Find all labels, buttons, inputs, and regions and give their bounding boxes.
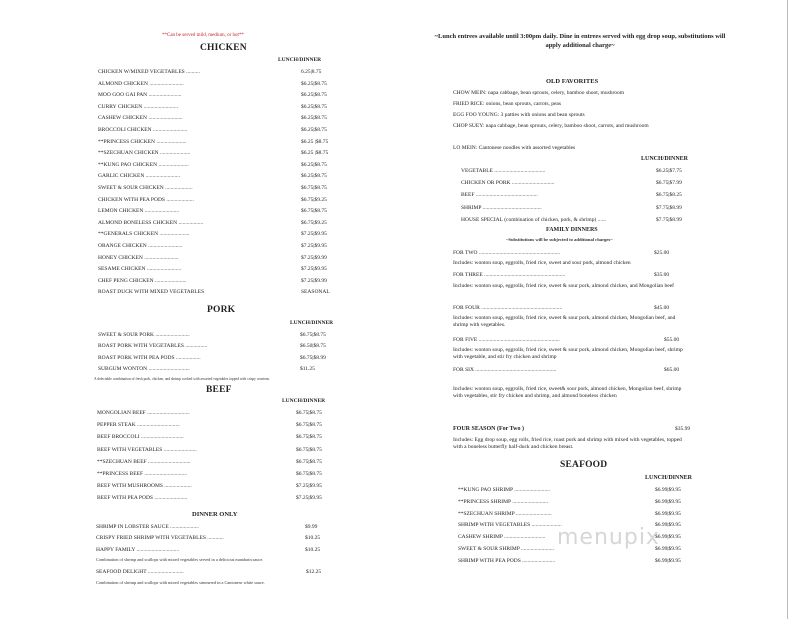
chicken-title: CHICKEN <box>200 43 247 53</box>
menu-item-name: CHICKEN WITH PEA PODS .................... <box>98 196 194 203</box>
menu-item-price: $6.99|$9.95 <box>655 546 681 552</box>
menu-item-price: 6.25|8.75 <box>301 69 322 75</box>
menu-item-price: $6.25|$8.75 <box>301 80 327 87</box>
menu-item-price: $7.75|$8.99 <box>656 204 682 211</box>
menu-item-price: $6.25|$8.75 <box>301 173 327 180</box>
menu-item-price: $6.25 |$8.75 <box>301 150 329 157</box>
menu-item-price: $11.25 <box>300 365 315 372</box>
menu-item-price: $6.25|$8.75 <box>301 103 327 110</box>
menu-item-name: **KUNG PAO CHICKEN ...................... <box>98 161 189 168</box>
menu-item-price: $7.25|$9.95 <box>301 243 327 249</box>
menu-item-name: ROAST PORK WITH PEA PODS .................. <box>98 354 201 361</box>
family-subtitle: ~Substitutions will be subjected to additional charges~ <box>506 237 613 242</box>
menu-item-price: $6.75|$8.75 <box>300 332 326 338</box>
old-favorite-line: CHOP SUEY: napa cabbage, bean sprouts, celery, bamboo shoot, carrots, and mushroom <box>453 123 649 129</box>
menu-item-price: $10.25 <box>305 546 321 553</box>
menu-item-name: GARLIC CHICKEN ......................... <box>98 173 181 180</box>
menu-item-price: $6.75|$8.75 <box>301 185 327 191</box>
menu-item-price: $7.25|$9.99 <box>301 254 327 261</box>
menu-item-name: SWEET & SOUR SHRIMP ........................ <box>458 546 554 552</box>
for-four-desc: Includes: wonton soup, eggrolls, fried rice, sweet & sour pork, almond chicken, Mongolian beef, and shrimp with vegetables. <box>453 315 676 328</box>
menu-item-name: CHICKEN OR PORK ............................... <box>461 180 555 187</box>
menu-item-price: $6.75|$9.25 <box>301 219 327 226</box>
for-five-price: $55.00 <box>664 337 680 343</box>
menu-item-price: $6.99|$9.95 <box>655 498 681 505</box>
spice-note: **Can be served mild, medium, or hot** <box>162 33 244 38</box>
menu-item-name: **GENERALS CHICKEN ...................... <box>98 231 190 238</box>
menu-item-price: $6.25|$8.75 <box>301 115 327 122</box>
menu-item-name: CASHEW SHRIMP .............................. <box>458 534 546 541</box>
menu-item-price: $6.50|$8.75 <box>300 343 326 350</box>
menu-item-name: SHRIMP WITH PEA PODS ........................ <box>458 557 556 564</box>
watermark: menupix <box>557 525 660 550</box>
menu-item-name: SWEET & SOUR PORK ......................... <box>98 332 190 338</box>
dinner-only-title: DINNER ONLY <box>192 511 238 518</box>
menu-item-price: $6.75|$8.75 <box>296 471 322 477</box>
menu-item-price: $9.99 <box>305 524 318 530</box>
menu-item-name: **SZECHUAN BEEF ............................... <box>97 458 191 465</box>
menu-item-name: SHRIMP IN LOBSTER SAUCE ..................... <box>96 524 199 530</box>
menu-item-name: **SZECHUAN CHICKEN ...................... <box>98 150 191 157</box>
subgum-note: A delectable combination of fresh pork, chicken, and shrimp cooked with assorted vegetables topped with crispy wontons. <box>94 377 270 381</box>
menu-item-name: HONEY CHICKEN ......................... <box>98 254 179 261</box>
seafood-delight-note: Combination of shrimp and scallops with mixed vegetables simmered in a Cantonese white sauce. <box>96 580 265 585</box>
menu-item-price: SEASONAL <box>301 289 330 296</box>
menu-item-price: $10.25 <box>305 535 321 542</box>
menu-item-name: **KUNG PAO SHRIMP .......................... <box>458 487 551 493</box>
menu-item-name: CURRY CHICKEN ......................... <box>98 103 179 110</box>
menu-item-price: $7.75|$8.99 <box>656 216 682 223</box>
for-two-desc: Includes: wonton soup, eggrolls, fried rice, sweet and sour pork, almond chicken <box>453 260 631 266</box>
for-four-name: FOR FOUR ........................................................... <box>453 305 563 311</box>
for-three-desc: Includes: wonton soup, eggrolls, fried rice, sweet & sour pork, almond chicken, and Mongolian beef <box>453 283 675 289</box>
menu-item-price: $7.25|$9.95 <box>301 266 327 273</box>
menu-item-price: $6.99|$9.95 <box>655 510 681 517</box>
menu-item-name: ORANGE CHICKEN ......................... <box>98 243 183 249</box>
menu-item-name: MONGOLIAN BEEF ............................... <box>97 410 190 416</box>
menu-item-name: **SZECHUAN SHRIMP .......................... <box>458 510 552 517</box>
for-six-price: $65.00 <box>664 367 680 373</box>
menu-item-price: $6.99|$9.95 <box>655 487 681 493</box>
menu-item-price: $6.75|$8.75 <box>296 458 322 465</box>
menu-item-name: **PRINCESS SHRIMP .......................... <box>458 498 548 505</box>
for-two-name: FOR TWO ........................................................... <box>453 250 560 256</box>
menu-item-price: $7.25|$9.99 <box>301 277 327 284</box>
old-favorite-line: LO MEIN: Cantonese noodles with assorted vegetables <box>453 145 576 151</box>
menu-item-name: **PRINCESS BEEF ............................... <box>97 471 187 477</box>
menu-item-price: $6.99|$9.95 <box>655 557 681 564</box>
for-three-name: FOR THREE ........................................................... <box>453 272 566 278</box>
old-favorites-header: LUNCH/DINNER <box>641 156 689 162</box>
old-favorite-line: CHOW MEIN: napa cabbage, bean sprouts, celery, bamboo shoot, mushroom <box>453 90 625 96</box>
old-favorite-line: EGG FOO YOUNG: 3 patties with onions and bean sprouts <box>453 112 585 118</box>
happy-family-note: Combination of shrimp and scallops with mixed vegetables served in a delicious mandarin sauce. <box>96 557 264 562</box>
menu-item-price: $6.25 |$8.75 <box>301 138 329 145</box>
menu-item-name: CASHEW CHICKEN ......................... <box>98 115 183 122</box>
menu-item-name: BEEF WITH VEGETABLES ........................ <box>97 446 197 453</box>
seafood-delight-price: $12.25 <box>306 569 322 575</box>
for-four-price: $45.00 <box>654 305 670 311</box>
menu-item-price: $6.75|$9.25 <box>301 196 327 203</box>
menu-item-name: SWEET & SOUR CHICKEN .................... <box>98 185 193 191</box>
menu-item-name: CRISPY FRIED SHRIMP WITH VEGETABLES ............ <box>96 535 224 542</box>
pork-header: LUNCH/DINNER <box>290 320 334 326</box>
beef-header: LUNCH/DINNER <box>282 398 326 404</box>
for-two-price: $25.00 <box>654 250 670 256</box>
menu-item-price: $6.75|$8.75 <box>296 410 322 416</box>
menu-item-price: $6.75|$8.25 <box>656 192 682 199</box>
menu-item-price: $6.99|$9.95 <box>655 534 681 541</box>
lunch-banner: ~Lunch entrees available until 3:00pm daily. Dine in entrees served with egg drop soup, substitutions will apply additional charge~ <box>434 33 726 49</box>
menu-item-price: $6.25|$8.75 <box>301 161 327 168</box>
menu-item-name: BEEF ............................................. <box>461 192 538 199</box>
menu-item-name: PEPPER STEAK ............................... <box>97 422 180 429</box>
for-six-name: FOR SIX ........................................................... <box>453 367 557 373</box>
pork-title: PORK <box>207 305 236 315</box>
menu-item-name: HOUSE SPECIAL (combination of chicken, pork, & shrimp) ...... <box>461 216 606 223</box>
menu-item-name: **PRINCESS CHICKEN ...................... <box>98 138 187 145</box>
menu-item-price: $6.25|$8.75 <box>301 92 327 99</box>
menu-item-price: $6.25|$7.75 <box>656 168 682 174</box>
menu-item-price: $7.25|$9.95 <box>296 495 322 502</box>
menu-item-name: HAPPY FAMILY ............................... <box>96 546 180 553</box>
menu-item-price: $7.25|$9.95 <box>296 483 322 490</box>
menu-item-price: $6.25|$8.75 <box>301 127 327 133</box>
menu-item-name: CHICKEN W/MIXED VEGETABLES .......... <box>98 69 200 75</box>
menu-item-price: $6.75|$8.75 <box>301 208 327 215</box>
for-five-name: FOR FIVE ........................................................... <box>453 337 560 343</box>
menu-item-name: SHRIMP ........................................... <box>461 204 542 211</box>
seafood-delight-name: SEAFOOD DELIGHT .......................... <box>96 569 184 575</box>
menu-item-name: CHEF PENG CHICKEN ....................... <box>98 277 187 284</box>
menu-item-price: $6.75|$8.99 <box>300 354 326 361</box>
menu-item-price: $7.25|$9.95 <box>301 231 327 238</box>
for-five-desc: Includes: wonton soup, eggrolls, fried rice, sweet & sour pork, almond chicken, Mongolian beef, shrimp with vegetable, and stir fry chicken and shrimp <box>453 347 683 360</box>
menu-item-price: $6.75|$8.75 <box>296 422 322 429</box>
menu-item-name: ROAST DUCK WITH MIXED VEGETABLES <box>98 289 205 296</box>
menu-item-name: SHRIMP WITH VEGETABLES ...................... <box>458 522 562 529</box>
four-season-name: FOUR SEASON (For Two ) <box>453 426 525 432</box>
family-dinners-title: FAMILY DINNERS <box>546 227 598 233</box>
chicken-header: LUNCH/DINNER <box>278 57 322 63</box>
menu-item-name: BEEF WITH MUSHROOMS .................... <box>97 483 192 490</box>
menu-item-price: $6.75|$8.75 <box>296 434 322 441</box>
for-six-desc: Includes: wonton soup, eggrolls, fried rice, sweet& sour pork, almond chicken, Mongolian beef, shrimp with vegetables, stir fry chicken and shrimp, and almond boneless chicken <box>453 386 682 399</box>
menu-item-name: ALMOND BONELESS CHICKEN .................. <box>98 219 204 226</box>
menu-item-price: $6.99|$9.95 <box>655 522 681 529</box>
menu-item-name: MOO GOO GAI PAN ........................ <box>98 92 182 99</box>
four-season-price: $35.99 <box>675 426 691 432</box>
menu-item-price: $6.75|$8.75 <box>296 446 322 453</box>
seafood-title: SEAFOOD <box>560 460 608 470</box>
menu-item-name: ALMOND CHICKEN ......................... <box>98 80 184 87</box>
menu-item-name: BEEF BROCCOLI ............................... <box>97 434 184 441</box>
for-three-price: $35.00 <box>654 272 670 278</box>
menu-item-price: $6.75|$7.99 <box>656 180 682 187</box>
beef-title: BEEF <box>206 385 232 395</box>
menu-item-name: ROAST PORK WITH VEGETABLES ................ <box>98 343 208 350</box>
four-season-desc: Includes: Egg drop soup, egg rolls, fried rice, roast pork and shrimp with mixed with vegetables, topped with a boneless butterfly half-duck and chicken breast. <box>453 437 682 450</box>
menu-item-name: SESAME CHICKEN ......................... <box>98 266 182 273</box>
menu-item-name: LEMON CHICKEN ......................... <box>98 208 180 215</box>
old-favorites-title: OLD FAVORITES <box>546 78 599 85</box>
old-favorite-line: FRIED RICE: onions, bean sprouts, carrots, peas <box>453 101 561 107</box>
menu-item-name: SUBGUM WONTON .............................. <box>98 365 190 372</box>
menu-item-name: BEEF WITH PEA PODS ........................ <box>97 495 188 502</box>
menu-item-name: VEGETABLE ..................................... <box>461 168 546 174</box>
menu-item-name: BROCCOLI CHICKEN ......................... <box>98 127 188 133</box>
seafood-header: LUNCH/DINNER <box>645 475 693 481</box>
